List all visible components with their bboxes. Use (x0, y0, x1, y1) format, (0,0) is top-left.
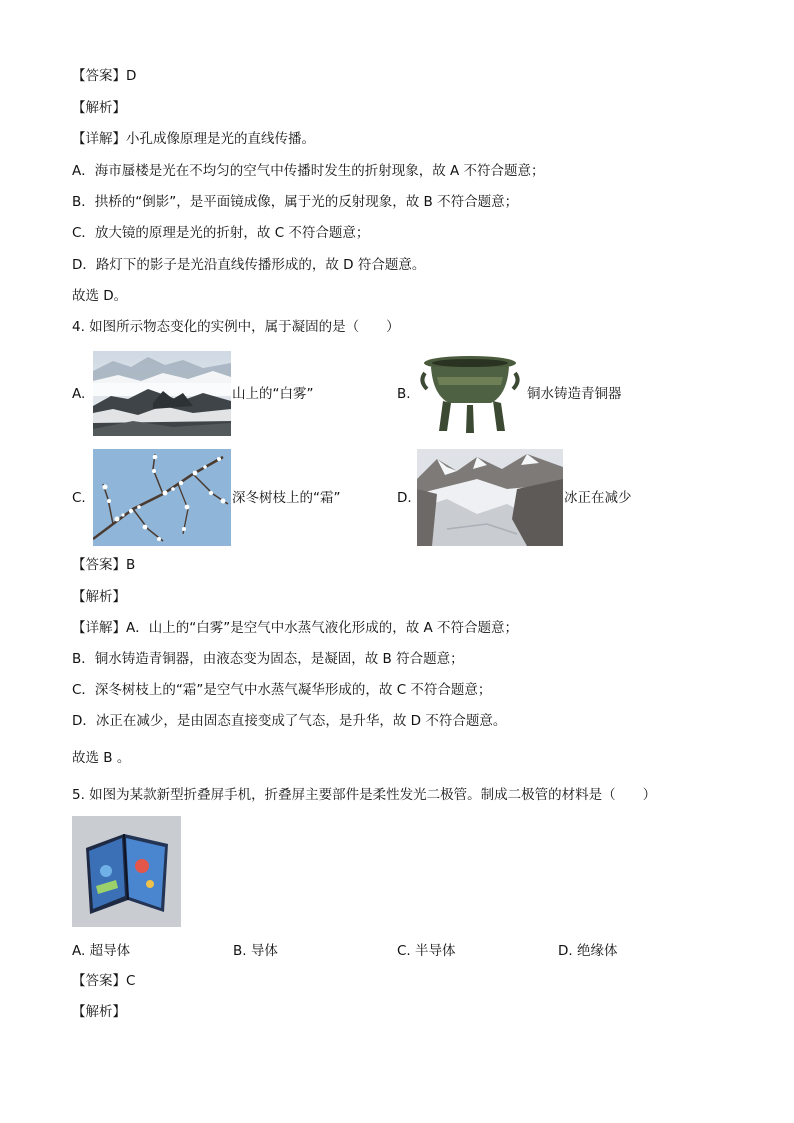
option-a-letter: A. (72, 386, 86, 402)
answer-line-q4 (72, 555, 135, 575)
option-c: C. 半导体 (397, 943, 456, 959)
answer-tag: 【答案】 (72, 973, 126, 989)
frost-branch-image (93, 449, 231, 546)
analysis-tag: 【解析】 (72, 589, 126, 605)
answer-value: D (126, 68, 137, 84)
explanation-line-c: C．放大镜的原理是光的折射，故 C 不符合题意； (72, 225, 370, 241)
conclusion: 故选 B 。 (72, 750, 131, 766)
option-d: D. 绝缘体 (558, 943, 618, 959)
option-d-letter: D. (397, 490, 412, 506)
detail-tag: 【详解】 (72, 131, 126, 147)
question-4-stem: 4. 如图所示物态变化的实例中，属于凝固的是（ ） (72, 319, 400, 335)
answer-line-q3 (72, 66, 136, 86)
folding-phone-image (72, 816, 181, 927)
explanation-line-d: D．冰正在减少，是由固态直接变成了气态，是升华，故 D 不符合题意。 (72, 713, 507, 729)
option-d-caption: 冰正在减少 (564, 490, 632, 506)
answer-value: C (126, 973, 136, 989)
analysis-tag: 【解析】 (72, 100, 126, 116)
detail-tag: 【详解】 (72, 620, 126, 636)
answer-tag: 【答案】 (72, 68, 126, 84)
bronze-vessel-image (417, 351, 523, 436)
explanation-line-b: B．铜水铸造青铜器，由液态变为固态，是凝固，故 B 符合题意； (72, 651, 464, 667)
explanation-line-d: D．路灯下的影子是光沿直线传播形成的，故 D 符合题意。 (72, 257, 426, 273)
question-5-stem: 5. 如图为某款新型折叠屏手机，折叠屏主要部件是柔性发光二极管。制成二极管的材料是（ ） (72, 787, 657, 803)
analysis-tag: 【解析】 (72, 1004, 126, 1020)
option-c-letter: C. (72, 490, 86, 506)
detail-line-q3 (72, 129, 315, 149)
explanation-line-b: B．拱桥的“倒影”，是平面镜成像，属于光的反射现象，故 B 不符合题意； (72, 194, 519, 210)
option-b: B. 导体 (233, 943, 278, 959)
option-b-caption: 铜水铸造青铜器 (527, 386, 622, 402)
option-b-letter: B. (397, 386, 411, 402)
answer-tag: 【答案】 (72, 557, 126, 573)
answer-value: B (126, 557, 136, 573)
detail-text: A．山上的“白雾”是空气中水蒸气液化形成的，故 A 不符合题意； (126, 620, 519, 636)
option-a-caption: 山上的“白雾” (232, 386, 314, 402)
explanation-line-c: C．深冬树枝上的“霜”是空气中水蒸气凝华形成的，故 C 不符合题意； (72, 682, 492, 698)
detail-line-q4 (72, 618, 518, 638)
explanation-line-a: A．海市蜃楼是光在不均匀的空气中传播时发生的折射现象，故 A 不符合题意； (72, 163, 545, 179)
answer-line-q5 (72, 971, 135, 991)
option-c-caption: 深冬树枝上的“霜” (232, 490, 341, 506)
conclusion: 故选 D。 (72, 288, 128, 304)
mist-mountain-image (93, 351, 231, 436)
detail-text: 小孔成像原理是光的直线传播。 (126, 131, 315, 147)
option-a: A. 超导体 (72, 943, 131, 959)
glacier-image (417, 449, 563, 546)
